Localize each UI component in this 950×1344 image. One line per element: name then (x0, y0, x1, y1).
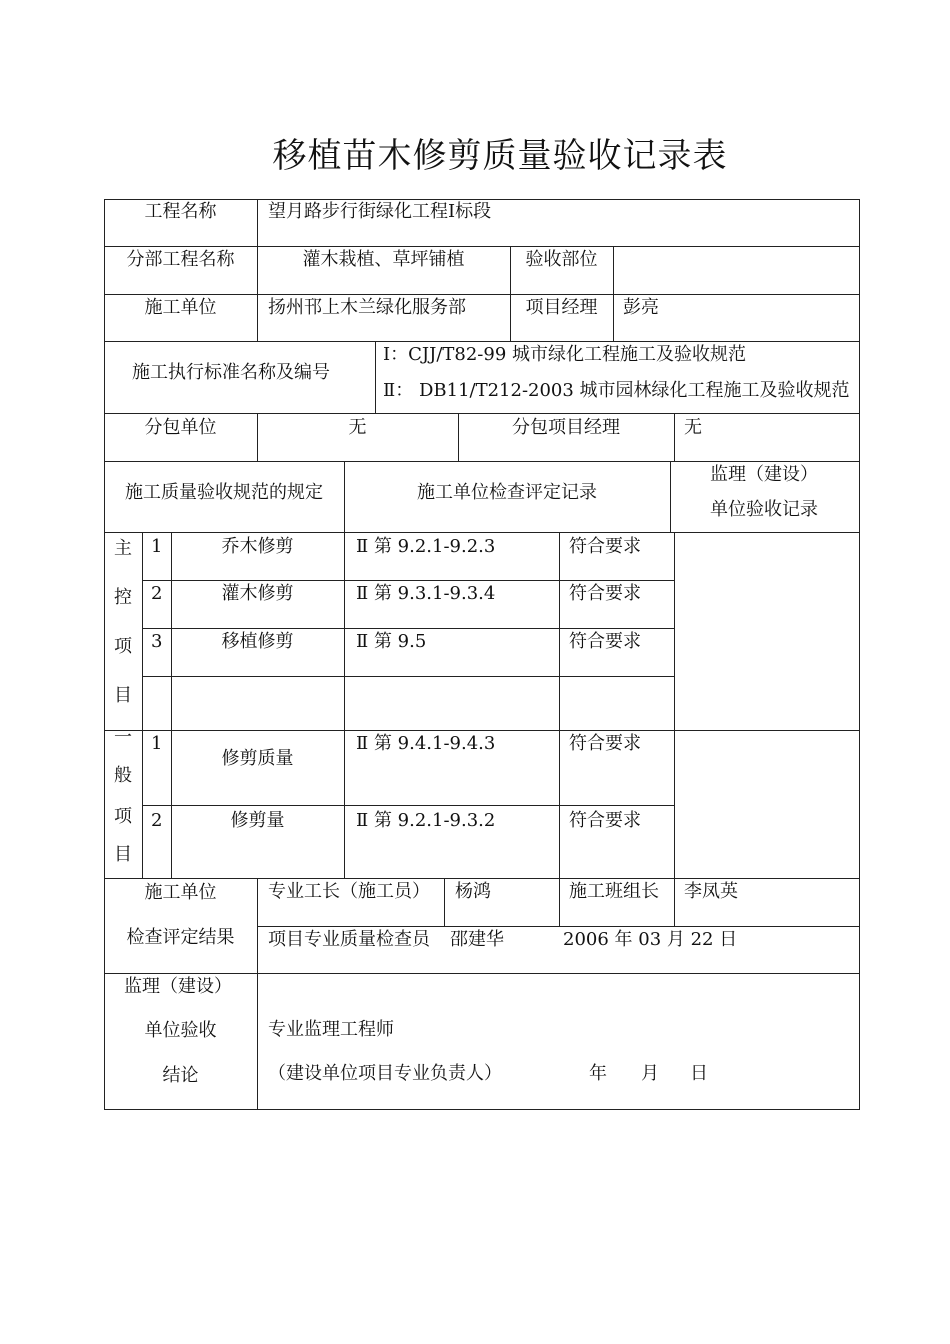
row-result: 符合要求 (569, 631, 641, 652)
supervision-label-3: 结论 (162, 1065, 199, 1086)
general-char: 般 (114, 765, 132, 786)
row-no: 1 (151, 733, 163, 754)
row-no: 3 (151, 631, 163, 652)
page-title: 移植苗木修剪质量验收记录表 (272, 136, 728, 176)
main-control-char: 主 (114, 538, 132, 559)
header-spec: 施工质量验收规范的规定 (125, 482, 323, 503)
supervision-label-1: 监理（建设） (124, 976, 232, 997)
subcontract-value: 无 (348, 417, 367, 438)
project-name-label: 工程名称 (144, 201, 217, 222)
row-item: 灌木修剪 (221, 583, 294, 604)
row-clause: Ⅱ 第 9.2.1-9.3.2 (356, 810, 496, 831)
general-char: 项 (114, 806, 132, 827)
main-control-char: 项 (114, 636, 132, 657)
general-char: 一 (114, 727, 132, 748)
sub-manager-label: 分包项目经理 (512, 417, 620, 438)
row-clause: Ⅱ 第 9.4.1-9.4.3 (356, 733, 496, 754)
subcontract-label: 分包单位 (144, 417, 217, 438)
row-item: 乔木修剪 (221, 536, 294, 557)
sub-project-value: 灌木栽植、草坪铺植 (302, 249, 465, 270)
inspection-label-1: 施工单位 (144, 882, 217, 903)
team-leader-label: 施工班组长 (569, 881, 659, 902)
project-manager-label: 项目经理 (525, 297, 598, 318)
header-check-record: 施工单位检查评定记录 (417, 482, 597, 503)
row-clause: Ⅱ 第 9.3.1-9.3.4 (356, 583, 496, 604)
standard-1: Ⅰ：CJJ/T82-99 城市绿化工程施工及验收规范 (383, 344, 746, 365)
supervising-engineer: 专业监理工程师 (268, 1019, 394, 1040)
inspection-date: 2006 年 03 月 22 日 (563, 929, 738, 950)
standard-label: 施工执行标准名称及编号 (132, 362, 330, 383)
row-result: 符合要求 (569, 733, 641, 754)
project-manager-value: 彭亮 (623, 297, 659, 318)
row-no: 2 (151, 583, 163, 604)
sign-month: 月 (641, 1063, 659, 1084)
team-leader-value: 李凤英 (684, 881, 738, 902)
acceptance-part-label: 验收部位 (525, 249, 598, 270)
construction-responsible: （建设单位项目专业负责人） (268, 1063, 502, 1084)
row-item: 修剪质量 (221, 748, 294, 769)
standard-2: Ⅱ： DB11/T212-2003 城市园林绿化工程施工及验收规范 (383, 380, 850, 401)
row-result: 符合要求 (569, 810, 641, 831)
row-clause: Ⅱ 第 9.2.1-9.2.3 (356, 536, 496, 557)
sign-day: 日 (690, 1063, 708, 1084)
foreman-value: 杨鸿 (455, 881, 491, 902)
row-result: 符合要求 (569, 583, 641, 604)
row-no: 2 (151, 810, 163, 831)
inspection-label-2: 检查评定结果 (126, 927, 235, 948)
general-char: 目 (114, 844, 132, 865)
header-supervision-1: 监理（建设） (710, 464, 818, 485)
foreman-label: 专业工长（施工员） (268, 881, 430, 902)
project-name-value: 望月路步行街绿化工程Ⅰ标段 (268, 201, 492, 222)
inspector-label: 项目专业质量检查员 (268, 929, 430, 950)
header-supervision-2: 单位验收记录 (710, 499, 818, 520)
inspector-value: 邵建华 (450, 929, 504, 950)
construction-unit-value: 扬州邗上木兰绿化服务部 (268, 297, 466, 318)
row-clause: Ⅱ 第 9.5 (356, 631, 427, 652)
row-no: 1 (151, 536, 163, 557)
construction-unit-label: 施工单位 (144, 297, 217, 318)
main-control-char: 控 (114, 587, 132, 608)
sub-project-label: 分部工程名称 (126, 249, 235, 270)
row-item: 修剪量 (230, 810, 285, 831)
row-item: 移植修剪 (221, 631, 294, 652)
supervision-label-2: 单位验收 (144, 1020, 217, 1041)
main-control-char: 目 (114, 685, 132, 706)
sub-manager-value: 无 (684, 417, 702, 438)
row-result: 符合要求 (569, 536, 641, 557)
sign-year: 年 (589, 1063, 607, 1084)
